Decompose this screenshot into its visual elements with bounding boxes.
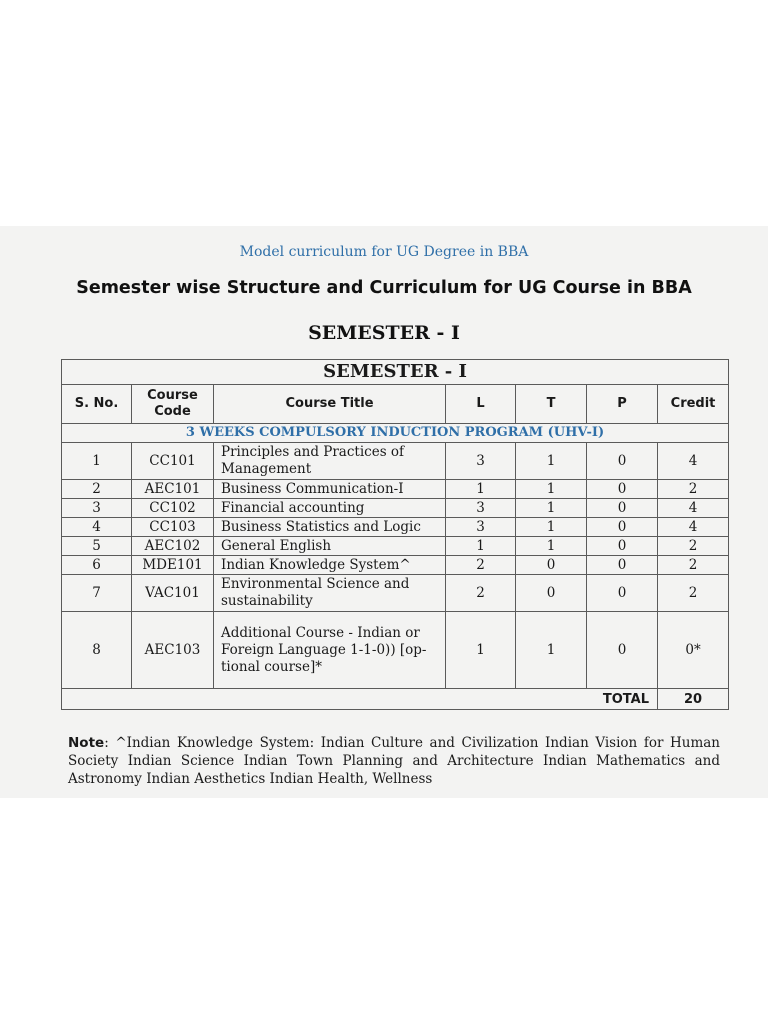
curriculum-table-container (61, 359, 728, 710)
cell-credit: 0* (658, 612, 729, 689)
column-header-l: L (446, 385, 516, 424)
cell-t: 0 (516, 575, 587, 612)
cell-course-code: CC101 (132, 443, 214, 480)
table-header-row (62, 385, 729, 424)
cell-course-code: CC103 (132, 518, 214, 537)
column-header-sno: S. No. (62, 385, 132, 424)
cell-course-code: VAC101 (132, 575, 214, 612)
cell-credit: 2 (658, 575, 729, 612)
cell-p: 0 (587, 612, 658, 689)
cell-sno: 6 (62, 556, 132, 575)
cell-p: 0 (587, 443, 658, 480)
cell-t: 1 (516, 480, 587, 499)
cell-t: 1 (516, 537, 587, 556)
main-title: Semester wise Structure and Curriculum for UG Course in BBA (76, 278, 692, 298)
cell-sno: 5 (62, 537, 132, 556)
induction-program-row: 3 WEEKS COMPULSORY INDUCTION PROGRAM (UHV-I) (62, 424, 729, 443)
table-row (62, 443, 729, 480)
cell-course-title: Business Statistics and Logic (214, 518, 446, 537)
total-label: TOTAL (62, 689, 658, 710)
cell-course-title: Additional Course - Indian or Foreign Language 1-1-0)) [op- tional course]* (214, 612, 446, 689)
cell-l: 3 (446, 518, 516, 537)
cell-course-title: Business Communication-I (214, 480, 446, 499)
note-label: Note (68, 735, 105, 751)
cell-course-code: MDE101 (132, 556, 214, 575)
document-page (0, 226, 768, 798)
cell-course-code: AEC102 (132, 537, 214, 556)
cell-credit: 2 (658, 556, 729, 575)
cell-sno: 3 (62, 499, 132, 518)
table-row (62, 575, 729, 612)
cell-course-title: General English (214, 537, 446, 556)
table-row (62, 612, 729, 689)
column-header-p: P (587, 385, 658, 424)
column-header-course-title: Course Title (214, 385, 446, 424)
note-text: : ^Indian Knowledge System: Indian Culture and Civilization Indian Vision for Human Society Indian Science Indian Town Planning and Architecture Indian Mathematics and Astronomy Indian Aesthetics Indian Health, Wellness (68, 735, 720, 787)
cell-course-code: AEC101 (132, 480, 214, 499)
table-row (62, 556, 729, 575)
cell-t: 1 (516, 499, 587, 518)
cell-p: 0 (587, 556, 658, 575)
cell-l: 3 (446, 443, 516, 480)
cell-sno: 2 (62, 480, 132, 499)
cell-course-title: Financial accounting (214, 499, 446, 518)
note-paragraph (68, 734, 720, 788)
total-value: 20 (658, 689, 729, 710)
cell-t: 0 (516, 556, 587, 575)
cell-sno: 8 (62, 612, 132, 689)
cell-course-code: CC102 (132, 499, 214, 518)
cell-p: 0 (587, 499, 658, 518)
cell-l: 2 (446, 556, 516, 575)
semester-heading: SEMESTER - I (308, 322, 460, 344)
cell-credit: 2 (658, 537, 729, 556)
cell-course-title: Indian Knowledge System^ (214, 556, 446, 575)
table-row (62, 537, 729, 556)
cell-credit: 4 (658, 518, 729, 537)
cell-sno: 1 (62, 443, 132, 480)
table-row (62, 518, 729, 537)
total-row (62, 689, 729, 710)
cell-sno: 4 (62, 518, 132, 537)
cell-p: 0 (587, 480, 658, 499)
cell-p: 0 (587, 518, 658, 537)
cell-t: 1 (516, 518, 587, 537)
cell-l: 1 (446, 612, 516, 689)
column-header-course-code: Course Code (132, 385, 214, 424)
table-row (62, 480, 729, 499)
cell-t: 1 (516, 443, 587, 480)
column-header-t: T (516, 385, 587, 424)
curriculum-table (61, 359, 729, 710)
cell-sno: 7 (62, 575, 132, 612)
column-header-credit: Credit (658, 385, 729, 424)
cell-credit: 4 (658, 443, 729, 480)
cell-l: 3 (446, 499, 516, 518)
cell-p: 0 (587, 537, 658, 556)
cell-l: 1 (446, 480, 516, 499)
cell-l: 1 (446, 537, 516, 556)
cell-p: 0 (587, 575, 658, 612)
table-caption: SEMESTER - I (62, 360, 729, 385)
cell-course-title: Environmental Science and sustainability (214, 575, 446, 612)
table-row (62, 499, 729, 518)
cell-credit: 4 (658, 499, 729, 518)
cell-course-title: Principles and Practices of Management (214, 443, 446, 480)
cell-l: 2 (446, 575, 516, 612)
cell-credit: 2 (658, 480, 729, 499)
model-curriculum-title: Model curriculum for UG Degree in BBA (239, 244, 529, 260)
cell-t: 1 (516, 612, 587, 689)
cell-course-code: AEC103 (132, 612, 214, 689)
